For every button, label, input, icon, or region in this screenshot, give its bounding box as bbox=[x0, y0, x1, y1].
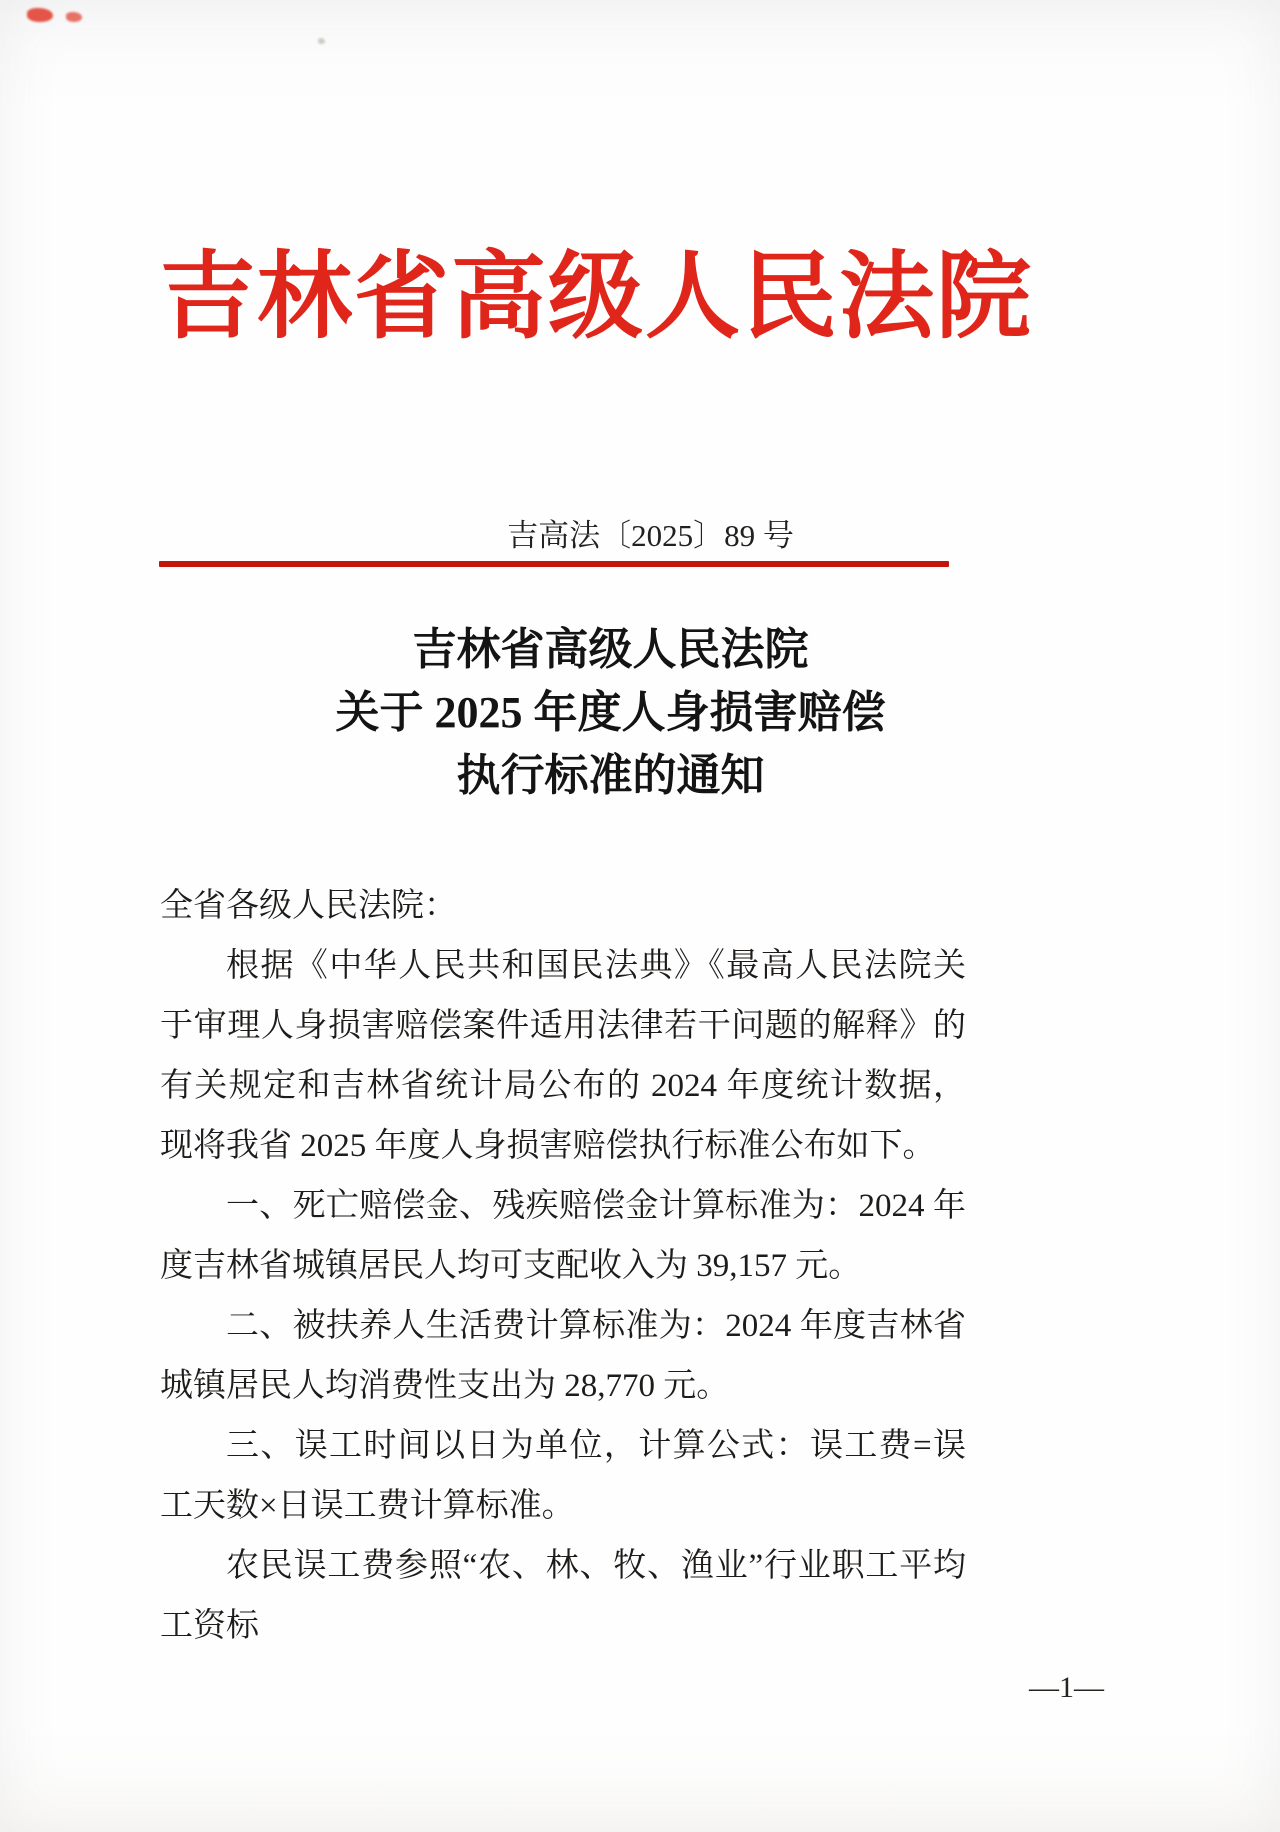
photo-artifact-red-speck bbox=[27, 8, 53, 22]
salutation: 全省各级人民法院： bbox=[160, 888, 457, 924]
masthead-court-title: 吉林省高级人民法院 bbox=[160, 244, 1034, 350]
notice-title-line-1: 吉林省高级人民法院 bbox=[412, 625, 809, 674]
paragraph-basis: 根据《中华人民共和国民法典》《最高人民法院关于审理人身损害赔偿案件适用法律若干问题的解释》的有关规定和吉林省统计局公布的 2024 年度统计数据，现将我省 2025 年度人身损害赔偿执行标准公布如下。 bbox=[160, 948, 966, 1164]
photo-artifact-gray-speck bbox=[318, 38, 325, 44]
page-number: —1— bbox=[1029, 1671, 1104, 1704]
notice-title-line-3: 执行标准的通知 bbox=[456, 751, 765, 800]
paragraph-item-2-dependent-living-expenses: 二、被扶养人生活费计算标准为：2024 年度吉林省城镇居民人均消费性支出为 28,770 元。 bbox=[160, 1308, 966, 1404]
paragraph-item-1-death-disability-compensation: 一、死亡赔偿金、残疾赔偿金计算标准为：2024 年度吉林省城镇居民人均可支配收入为 39,157 元。 bbox=[160, 1188, 966, 1284]
notice-title bbox=[208, 618, 1013, 807]
notice-body bbox=[160, 876, 966, 1656]
photo-artifact-red-speck bbox=[66, 12, 82, 22]
paragraph-farmer-lost-work-fee: 农民误工费参照“农、林、牧、渔业”行业职工平均工资标 bbox=[160, 1548, 966, 1644]
paragraph-item-3-lost-work-time: 三、误工时间以日为单位，计算公式：误工费=误工天数×日误工费计算标准。 bbox=[160, 1428, 966, 1524]
document-number: 吉高法〔2025〕89 号 bbox=[507, 518, 794, 553]
notice-title-line-2: 关于 2025 年度人身损害赔偿 bbox=[335, 688, 886, 737]
red-header-divider bbox=[159, 561, 949, 567]
